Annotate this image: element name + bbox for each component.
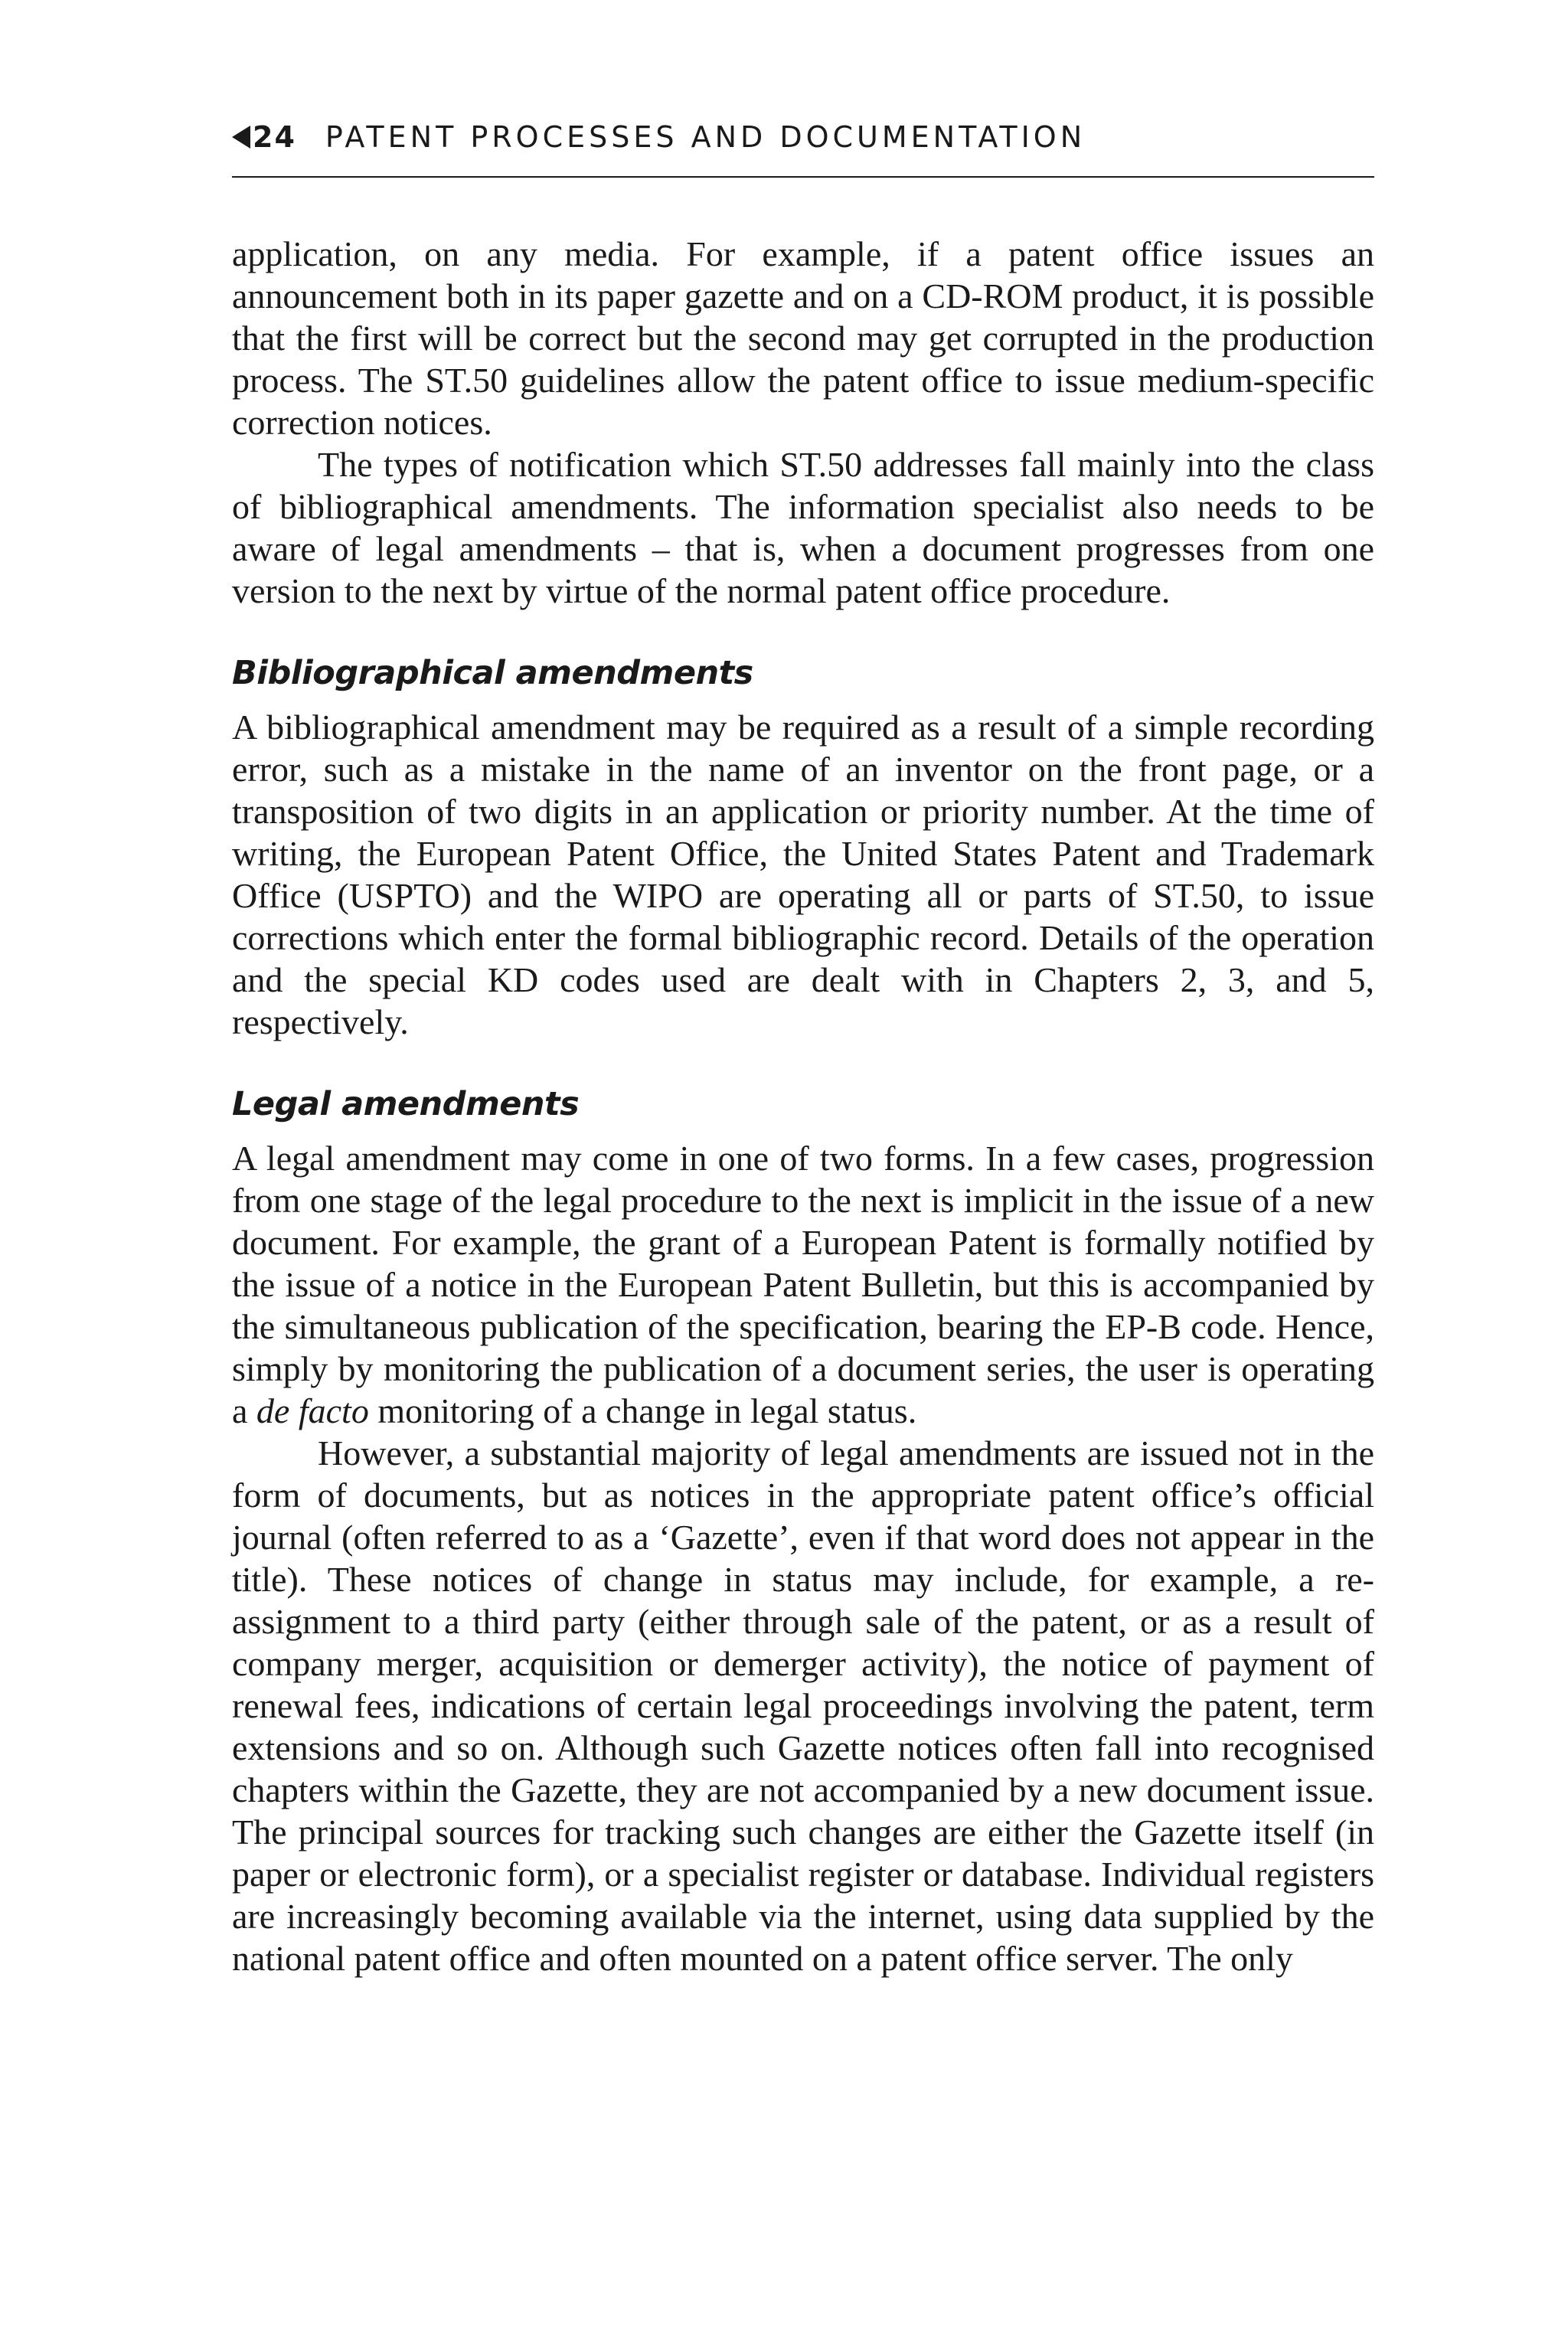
body-text (232, 233, 1374, 1979)
section-heading-bibliographical: Bibliographical amendments (232, 654, 753, 692)
section-heading-legal: Legal amendments (232, 1085, 580, 1123)
book-page (232, 115, 1374, 1979)
running-title: PATENT PROCESSES AND DOCUMENTATION (325, 120, 1086, 154)
paragraph: application, on any media. For example, if a patent office issues an announcement both in its paper gazette and on a CD-ROM product, it is possible that the first will be correct but the second may get corrupted in the production process. The ST.50 guidelines allow the patent office to issue medium-specific correction notices. (232, 234, 1374, 442)
paragraph (232, 1137, 1374, 1432)
paragraph: However, a substantial majority of legal amendments are issued not in the form of documents, but as notices in the appropriate patent office’s official journal (often referred to as a ‘Gazette’, even if that word does not appear in the title). These notices of change in status may include, for example, a re-assignment to a third party (either through sale of the patent, or as a result of company merger, acquisition or demerger activity), the notice of payment of renewal fees, indications of certain legal proceedings involving the patent, term extensions and so on. Although such Gazette notices often fall into recognised chapters within the Gazette, they are not accompanied by a new document issue. The principal sources for tracking such changes are either the Gazette itself (in paper or electronic form), or a specialist register or database. Individual registers are increasingly becoming available via the internet, using data supplied by the national patent office and often mounted on a patent office server. The only (232, 1433, 1374, 1978)
header-rule (232, 176, 1374, 178)
paragraph: A bibliographical amendment may be required as a result of a simple recording error, such as a mistake in the name of an inventor on the front page, or a transposition of two digits in an application or priority number. At the time of writing, the European Patent Office, the United States Patent and Trademark Office (USPTO) and the WIPO are operating all or parts of ST.50, to issue corrections which enter the formal bibliographic record. Details of the operation and the special KD codes used are dealt with in Chapters 2, 3, and 5, respectively. (232, 708, 1374, 1041)
paragraph: The types of notification which ST.50 addresses fall mainly into the class of bibliographical amendments. The information specialist also needs to be aware of legal amendments – that is, when a document progresses from one version to the next by virtue of the normal patent office procedure. (232, 445, 1374, 610)
italic-term: de facto (256, 1391, 369, 1430)
text-run: monitoring of a change in legal status. (368, 1391, 917, 1430)
page-number: 24 (253, 120, 296, 154)
left-arrow-icon (232, 126, 250, 149)
text-run: A legal amendment may come in one of two forms. In a few cases, progression from one stage of the legal procedure to the next is implicit in the issue of a new document. For example, the grant of a European Patent is formally notified by the issue of a notice in the European Patent Bulletin, but this is accompanied by the simultaneous publication of the specification, bearing the EP-B code. Hence, simply by monitoring the publication of a document series, the user is operating a (232, 1139, 1374, 1430)
running-head (232, 115, 1374, 159)
